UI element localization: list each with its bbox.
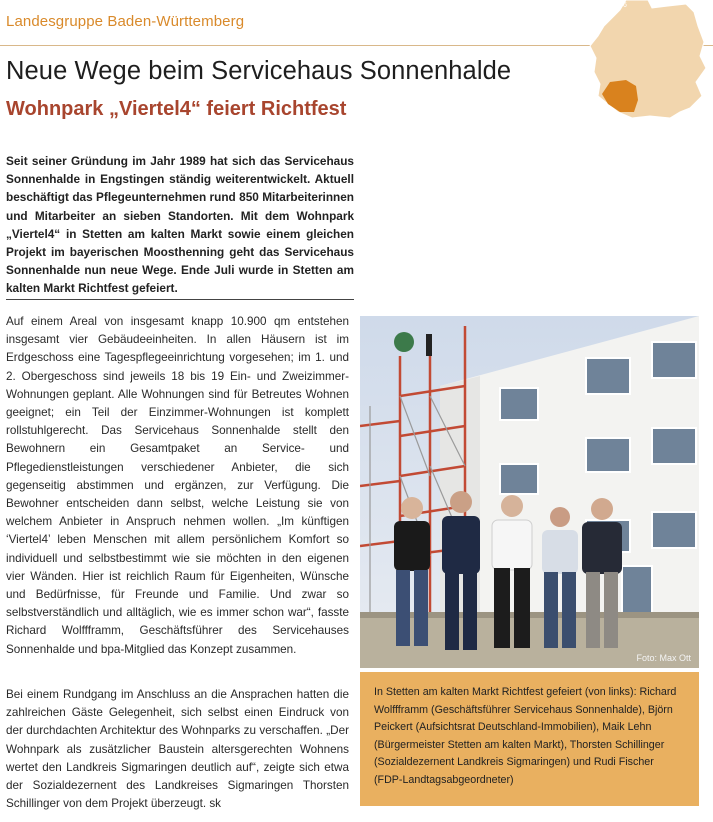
richtfest-tree <box>394 332 414 352</box>
lead-divider <box>6 299 354 300</box>
lead-paragraph: Seit seiner Gründung im Jahr 1989 hat sich das Servicehaus Sonnenhalde in Engstingen ständig weiterentwickelt. Aktuell beschäftigt das Pflegeunternehmen rund 850 Mitarbeiterinnen und Mitarbeiter an sieben Standorten. Mit dem Wohnpark „Viertel4“ in Stetten am kalten Markt sowie einem gleichen Projekt im bayerischen Moosthenning geht das Servicehaus Sonnenhalde nun neue Wege. Ende Juli wurde in Stetten am kalten Markt Richtfest gefeiert. <box>6 154 354 296</box>
headline: Neue Wege beim Servicehaus Sonnenhalde <box>6 57 512 85</box>
richtfest-photo <box>360 316 699 668</box>
photo-credit: Foto: Max Ott <box>636 653 691 663</box>
region-label: Landesgruppe Baden-Württemberg <box>6 13 245 30</box>
photo-illustration <box>360 316 699 668</box>
body-paragraph-2: Bei einem Rundgang im Anschluss an die Ansprachen hatten die zahlreichen Gäste Gelegenheit, sich selbst einen Eindruck von der durchdachten Architektur des Wohnparks zu verschaffen. „Der Wohnpark als zusätzlicher Baustein altersgerechten Wohnens wertet den Landkreis Sigmaringen deutlich auf“, zeigte sich etwa der Sozialdezernent des Landkreises Sigmaringen Thorsten Schillinger von dem Projekt überzeugt. sk <box>6 688 349 811</box>
body-paragraph-1: Auf einem Areal von insgesamt knapp 10.900 qm entstehen insgesamt vier Gebäudeeinheiten. In allen Häusern ist im Erdgeschoss eine Tagespflegeeinrichtung vorgesehen; im 1. und 2. Obergeschoss sind jeweils 18 bis 19 Ein- und Zweizimmer-Wohnungen geplant. Alle Wohnungen sind für Betreutes Wohnen geeignet; ein Teil der Einzimmer-Wohnungen ist komplett rollstuhlgerecht. Das Servicehaus Sonnenhalde stellt den Bewohnern ein Gesamtpaket an Service- und Pflegedienstleistungen verschiedener Anbieter, die sich gegenseitig abstimmen und ergänzen, zur Verfügung. Die Bewohner entscheiden dann selbst, welche Leistung sie von welchem Anbieter in Anspruch nehmen wollen. „Im künftigen ‘Viertel4’ leben Menschen mit allem persönlichem Komfort so individuell und selbstbestimmt wie sie möchten in den eigenen vier Wänden. Hier ist reichlich Raum für Eigenheiten, Wünsche und Bedürfnisse, für Freunde und Familie. Und zwar so selbstverständlich und alltäglich, wie es immer schon war“, fasste Richard Wolffframm, Geschäftsführer des Servicehauses Sonnenhalde und bpa-Mitglied das Konzept zusammen. <box>6 315 349 656</box>
photo-caption: In Stetten am kalten Markt Richtfest gefeiert (von links): Richard Wolffframm (Geschäftsführer Servicehaus Sonnenhalde), Björn Peickert (Aufsichtsrat Deutschland-Immobilien), Maik Lehn (Bürgermeister Stetten am kalten Markt), Thorsten Schillinger (Sozialdezernent Landkreis Sigmaringen) und Rudi Fischer (FDP-Landtagsabgeordneter) <box>360 672 699 806</box>
subheadline: Wohnpark „Viertel4“ feiert Richtfest <box>6 98 347 120</box>
germany-map-icon <box>586 0 713 120</box>
map-number-label: 6 <box>623 2 627 9</box>
